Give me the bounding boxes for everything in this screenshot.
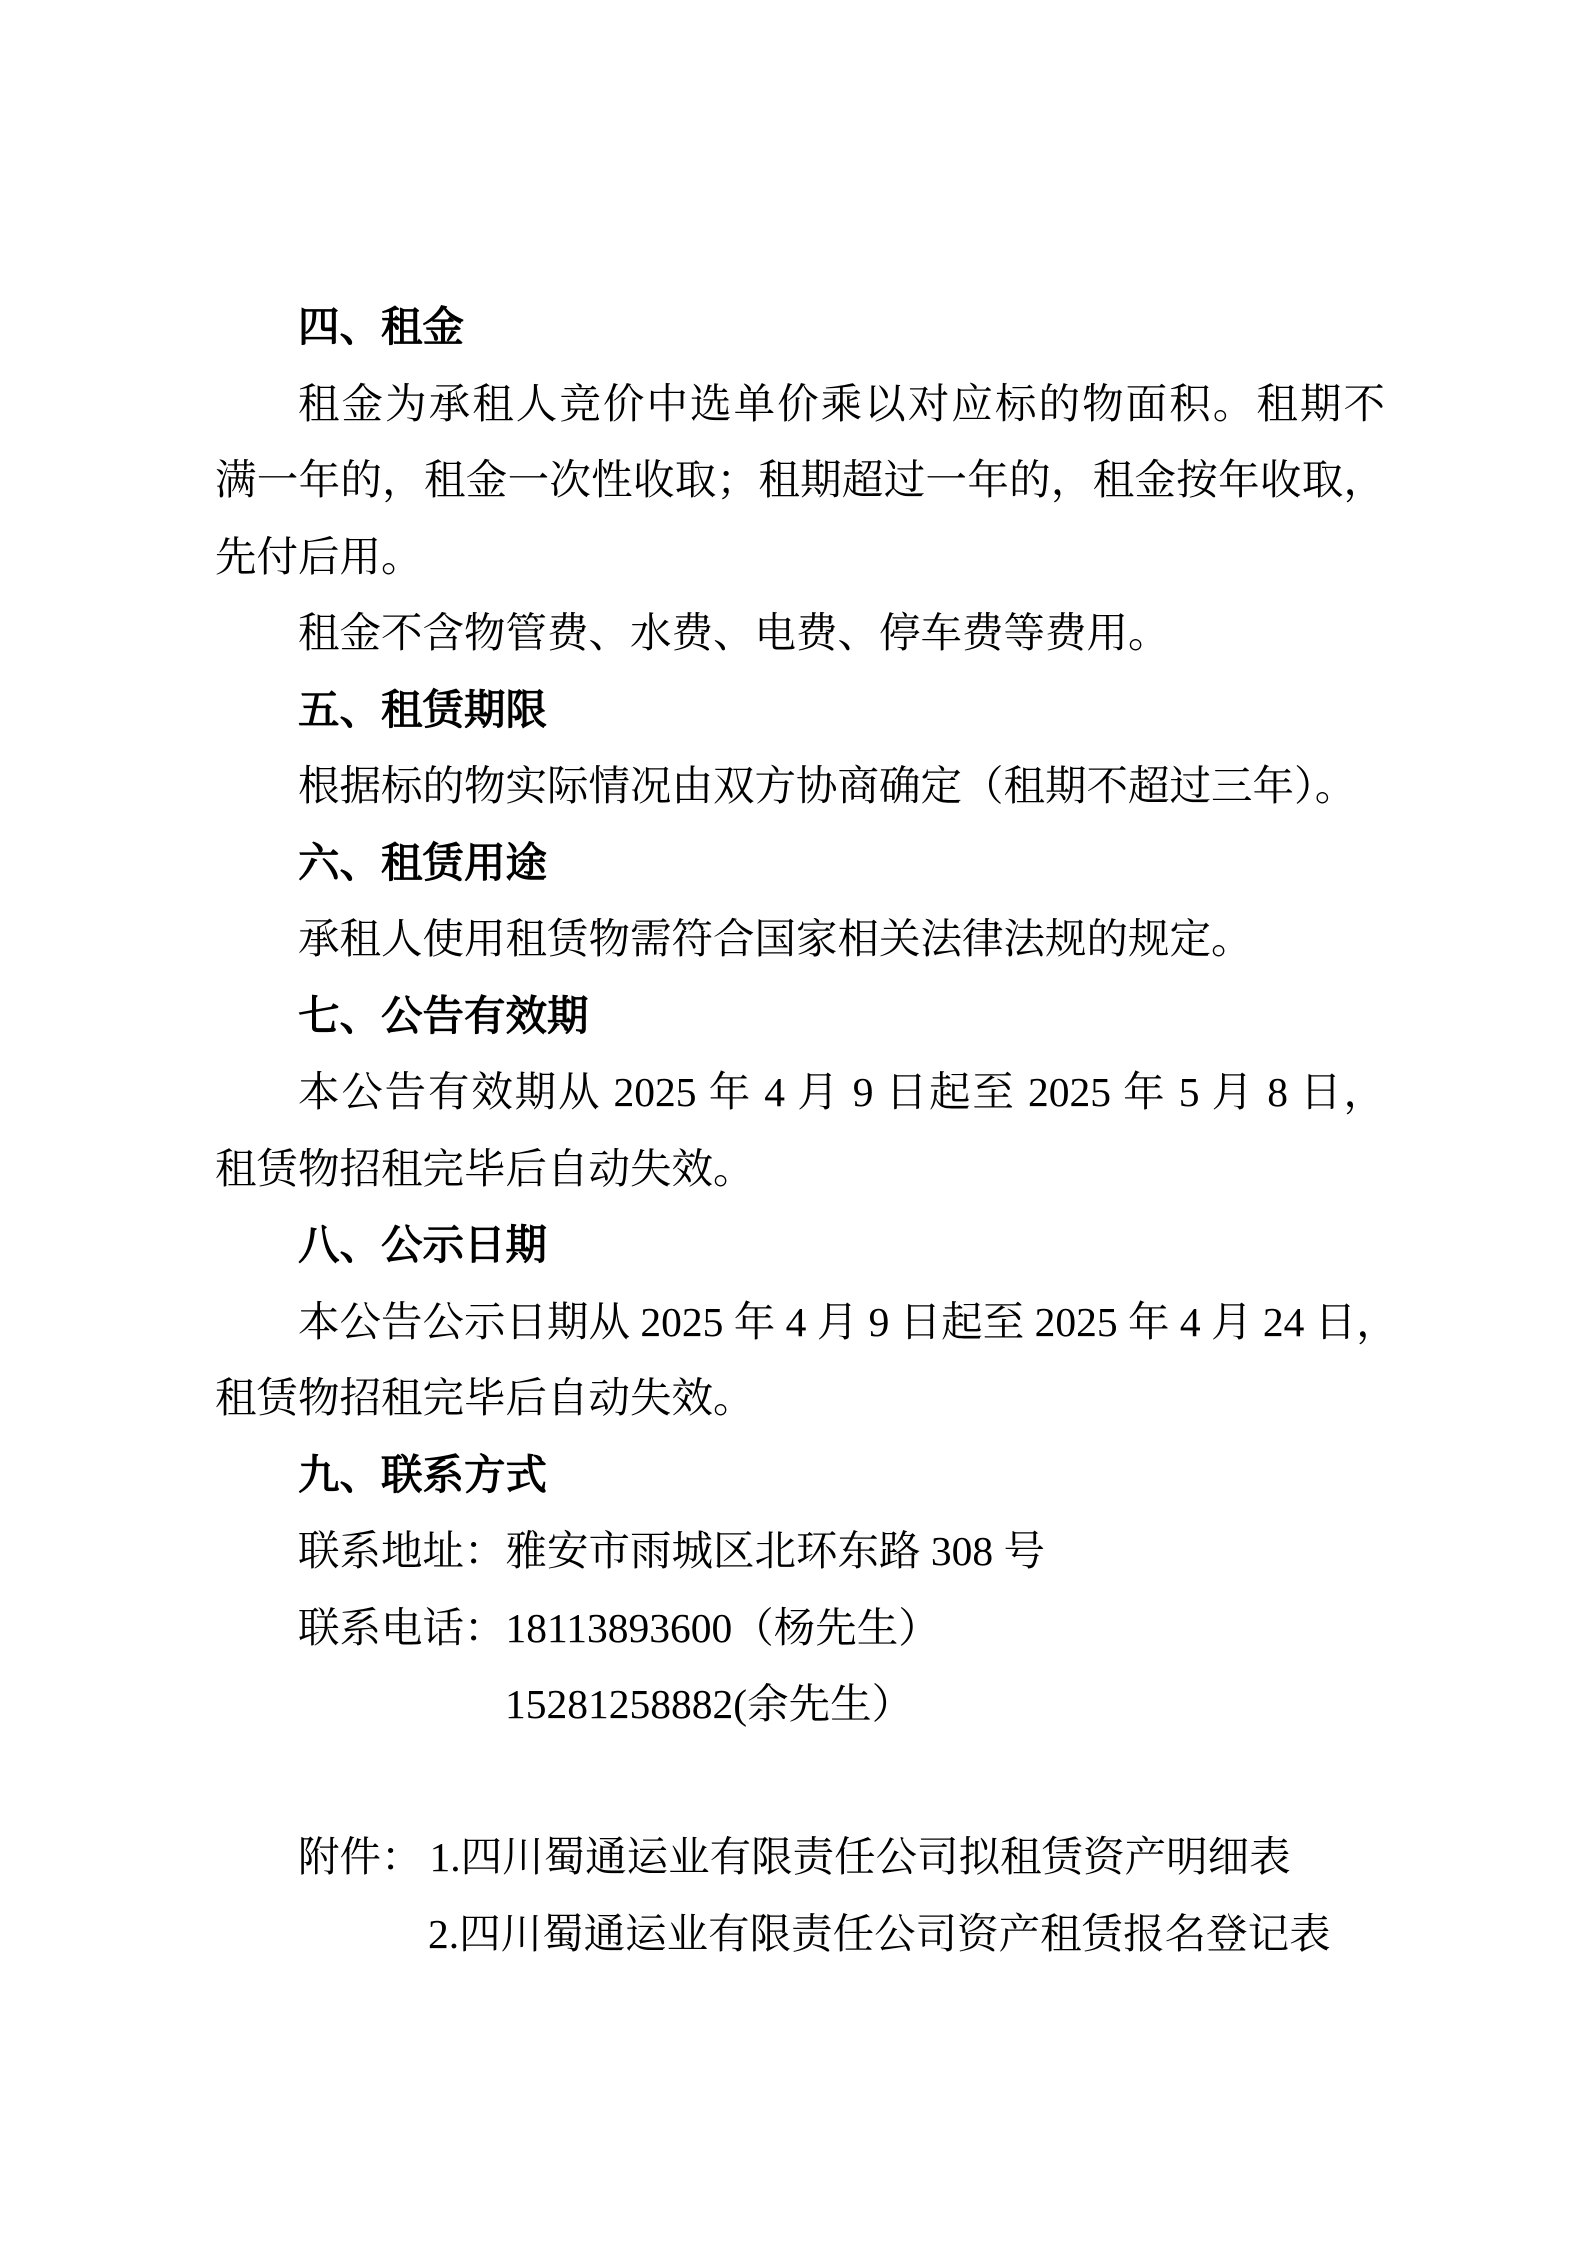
contact-phone-line-1: 联系电话：18113893600（杨先生）: [298, 1604, 940, 1651]
body-line: 租金为承租人竞价中选单价乘以对应标的物面积。租期不: [298, 380, 1385, 427]
body-line: 租赁物招租完毕后自动失效。: [215, 1375, 755, 1421]
attachment-line-1: [215, 1819, 1385, 1896]
section-publicity-date: [215, 1207, 1398, 1437]
body-line: 本公告有效期从 2025 年 4 月 9 日起至 2025 年 5 月 8 日，: [298, 1069, 1385, 1115]
attachments-label: 附件：: [298, 1834, 423, 1880]
contact-address-line: 联系地址：雅安市雨城区北环东路 308 号: [298, 1528, 1046, 1574]
attachment-item-1: 1.四川蜀通运业有限责任公司拟租赁资产明细表: [429, 1834, 1291, 1880]
contact-phone-line-2: 15281258882(余先生）: [505, 1681, 914, 1727]
section-lease-term: [215, 672, 1385, 825]
section-heading-contact: 九、联系方式: [298, 1450, 548, 1498]
blank-line: [215, 1743, 1385, 1820]
body-line: 根据标的物实际情况由双方协商确定（租期不超过三年）。: [298, 763, 1357, 809]
body-line: 租赁物招租完毕后自动失效。: [215, 1145, 755, 1192]
section-heading-lease-purpose: 六、租赁用途: [298, 838, 548, 886]
section-rent: [215, 289, 1385, 672]
section-announcement-validity: [215, 978, 1385, 1208]
body-line: 租金不含物管费、水费、电费、停车费等费用。: [298, 610, 1170, 656]
body-line: 满一年的，租金一次性收取；租期超过一年的，租金按年收取，: [215, 457, 1385, 503]
attachment-line-2: 2.四川蜀通运业有限责任公司资产租赁报名登记表: [428, 1910, 1331, 1957]
body-line: 先付后用。: [215, 533, 423, 580]
section-contact: [215, 1437, 1385, 1743]
body-line: 本公告公示日期从 2025 年 4 月 9 日起至 2025 年 4 月 24 日，: [298, 1298, 1398, 1345]
attachments-block: [215, 1819, 1385, 1972]
section-heading-rent: 四、租金: [298, 303, 465, 350]
section-heading-lease-term: 五、租赁期限: [298, 685, 548, 733]
body-line: 承租人使用租赁物需符合国家相关法律法规的规定。: [298, 916, 1253, 962]
section-lease-purpose: [215, 825, 1385, 978]
section-heading-announcement-validity: 七、公告有效期: [298, 991, 589, 1039]
section-heading-publicity-date: 八、公示日期: [298, 1221, 548, 1268]
